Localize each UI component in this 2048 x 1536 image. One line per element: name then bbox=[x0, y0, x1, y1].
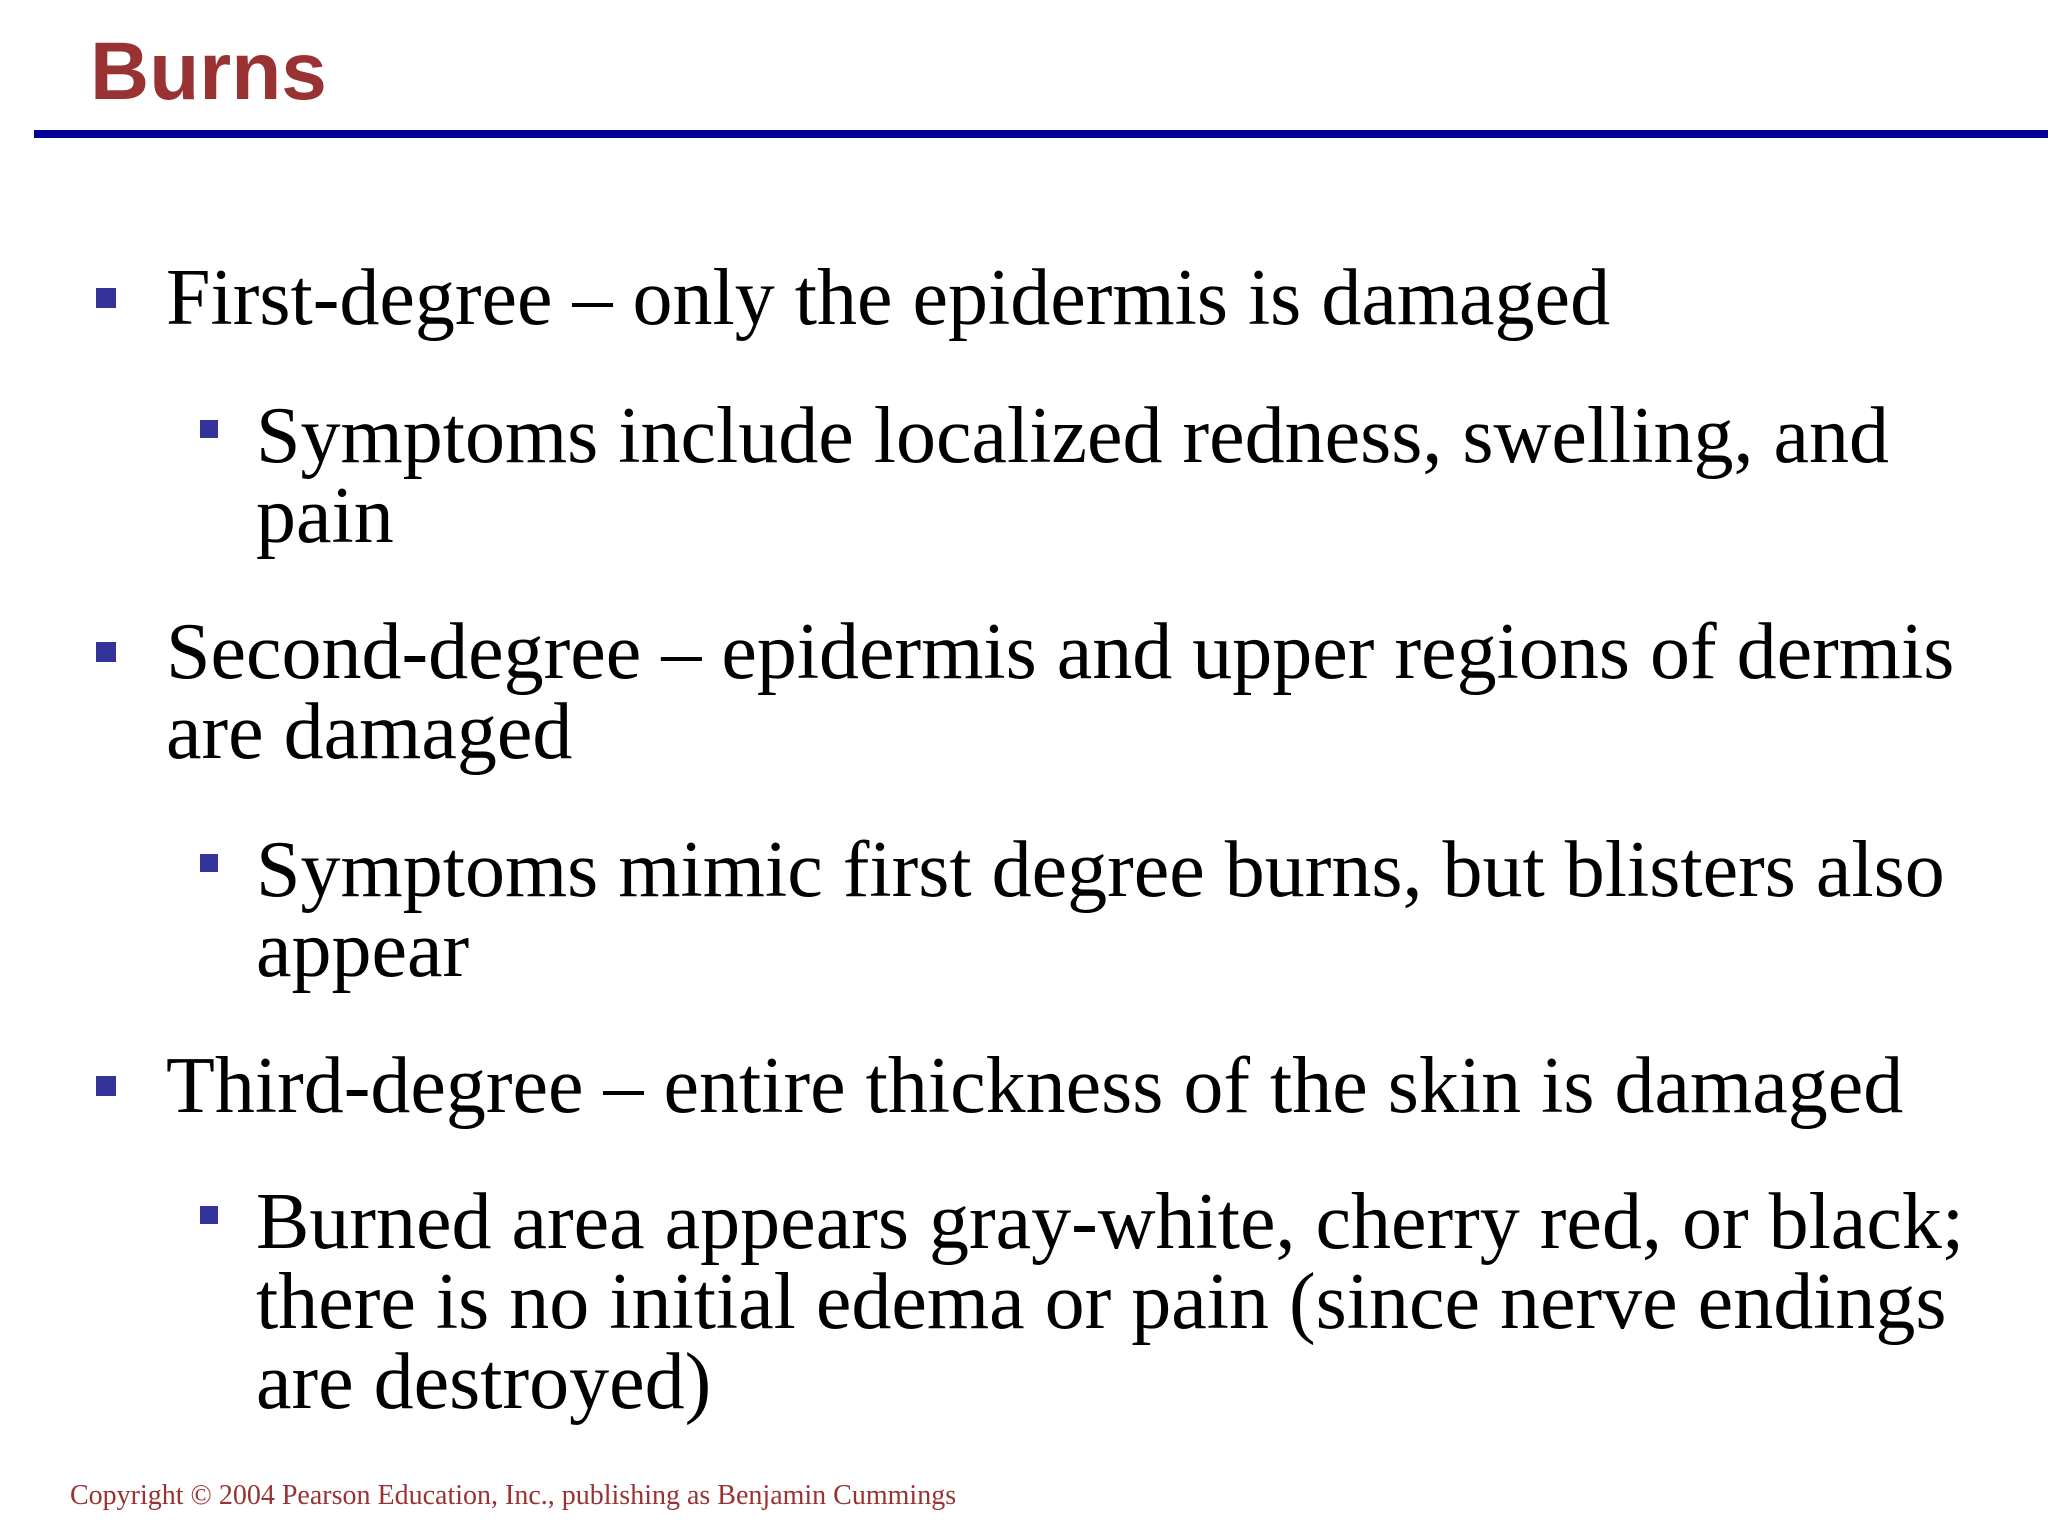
bullet-item-second-degree-symptoms bbox=[256, 826, 2016, 994]
bullet-text: Symptoms mimic first degree burns, but blisters also appear bbox=[256, 826, 1945, 994]
square-bullet-icon bbox=[200, 854, 218, 872]
square-bullet-icon bbox=[96, 642, 116, 662]
bullet-item-first-degree bbox=[166, 254, 2026, 342]
bullet-item-third-degree-symptoms bbox=[256, 1178, 2016, 1426]
copyright-notice: Copyright © 2004 Pearson Education, Inc., publishing as Benjamin Cummings bbox=[70, 1480, 957, 1511]
square-bullet-icon bbox=[200, 1206, 218, 1224]
square-bullet-icon bbox=[96, 1076, 116, 1096]
bullet-item-second-degree bbox=[166, 608, 2026, 776]
bullet-text: Second-degree – epidermis and upper regions of dermis are damaged bbox=[166, 608, 1955, 776]
bullet-text: First-degree – only the epidermis is damaged bbox=[166, 254, 1611, 342]
bullet-text: Symptoms include localized redness, swelling, and pain bbox=[256, 392, 1890, 560]
bullet-text: Burned area appears gray-white, cherry red, or black; there is no initial edema or pain (since nerve endings are destroyed) bbox=[256, 1178, 1965, 1426]
square-bullet-icon bbox=[200, 420, 218, 438]
bullet-item-third-degree bbox=[166, 1042, 2026, 1130]
bullet-text: Third-degree – entire thickness of the skin is damaged bbox=[166, 1042, 1904, 1130]
slide-title: Burns bbox=[90, 26, 327, 117]
bullet-item-first-degree-symptoms bbox=[256, 392, 2016, 560]
square-bullet-icon bbox=[96, 288, 116, 308]
